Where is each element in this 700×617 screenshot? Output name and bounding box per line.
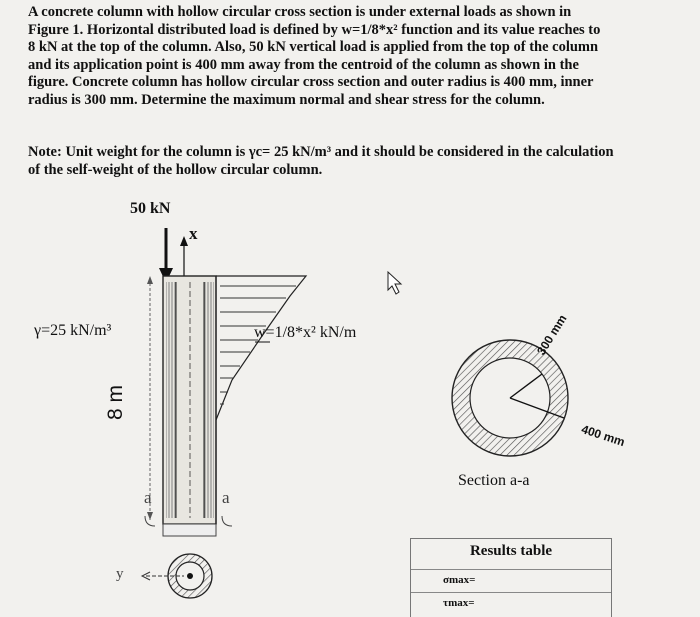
x-axis-arrow [180,236,188,276]
inner-radius-label: 300 mm [534,312,570,358]
section-caption: Section a-a [458,472,530,489]
sigma-label: σmax= [443,574,476,586]
y-axis-label: y [116,566,124,582]
distributed-load-label: w=1/8*x² kN/m [254,324,357,341]
results-title: Results table [469,543,553,559]
vertical-load-arrow [159,228,173,283]
base-section-ring [142,554,212,598]
problem-line: Figure 1. Horizontal distributed load is defined by w=1/8*x² function and its value reaches to [28,21,601,38]
column-body [163,276,216,536]
distributed-load [216,276,306,524]
tau-label: τmax= [443,597,475,609]
height-label: 8 m [104,384,127,420]
section-mark-right: a [222,488,230,507]
sigma-row [411,569,611,592]
section-mark-left: a [144,488,152,507]
height-dimension [147,276,153,520]
problem-line: A concrete column with hollow circular cross section is under external loads as shown in [28,4,572,20]
problem-line: and its application point is 400 mm away from the centroid of the column as shown in the [28,56,579,73]
tau-row [411,592,611,615]
problem-line: figure. Concrete column has hollow circular cross section and outer radius is 400 mm, inner [28,74,594,90]
unit-weight-label: γ=25 kN/m³ [34,322,112,339]
vertical-load-label: 50 kN [130,200,171,217]
outer-radius-label: 400 mm [579,422,627,450]
hollow-section-drawing [452,340,568,456]
problem-line: radius is 300 mm. Determine the maximum normal and shear stress for the column. [28,91,545,108]
results-table [410,538,612,617]
note-line: of the self-weight of the hollow circular column. [28,161,323,178]
note-line: Note: Unit weight for the column is γc= 25 kN/m³ and it should be considered in the calculation [28,144,614,160]
problem-line: 8 kN at the top of the column. Also, 50 kN vertical load is applied from the top of the column [28,39,599,55]
cursor-icon [388,272,401,294]
x-axis-label: x [189,224,198,243]
